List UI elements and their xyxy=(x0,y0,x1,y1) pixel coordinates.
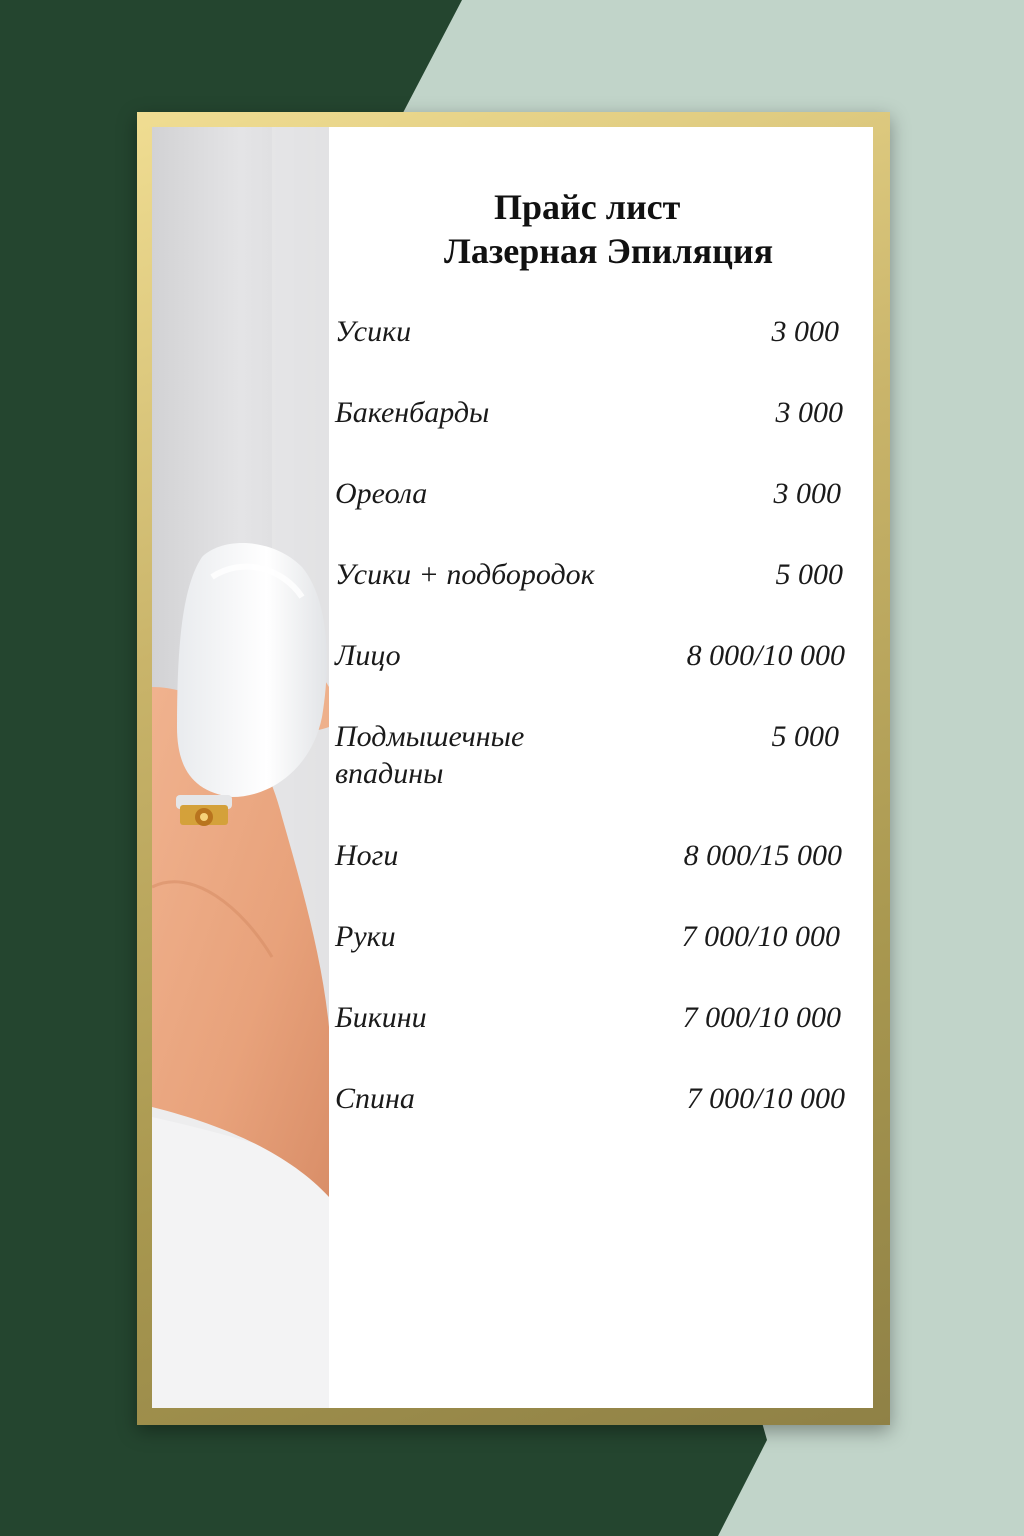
service-name: Ноги xyxy=(335,839,399,872)
service-price: 8 000/15 000 xyxy=(683,839,842,872)
service-name: Усики xyxy=(335,315,412,348)
service-price: 3 000 xyxy=(773,477,841,510)
service-price: 3 000 xyxy=(775,396,843,429)
service-name: Ореола xyxy=(335,477,428,510)
service-name: Бикини xyxy=(335,1001,427,1034)
service-price: 8 000/10 000 xyxy=(686,639,845,672)
service-price: 7 000/10 000 xyxy=(682,1001,841,1034)
service-price: 3 000 xyxy=(771,315,839,348)
service-name: Подмышечные впадины xyxy=(335,720,525,790)
page-title xyxy=(330,185,873,273)
service-name: Усики + подбородок xyxy=(335,558,595,591)
service-price: 7 000/10 000 xyxy=(681,920,840,953)
service-price: 5 000 xyxy=(771,720,839,753)
service-price: 7 000/10 000 xyxy=(686,1082,845,1115)
title-line-2: Лазерная Эпиляция xyxy=(444,231,774,271)
service-name: Спина xyxy=(335,1082,415,1115)
service-price: 5 000 xyxy=(775,558,843,591)
laser-epilation-photo xyxy=(152,127,329,1408)
price-list-card xyxy=(152,127,873,1408)
service-name: Лицо xyxy=(335,639,401,672)
title-line-1: Прайс лист xyxy=(494,187,681,227)
service-name: Руки xyxy=(335,920,396,953)
service-name: Бакенбарды xyxy=(335,396,490,429)
